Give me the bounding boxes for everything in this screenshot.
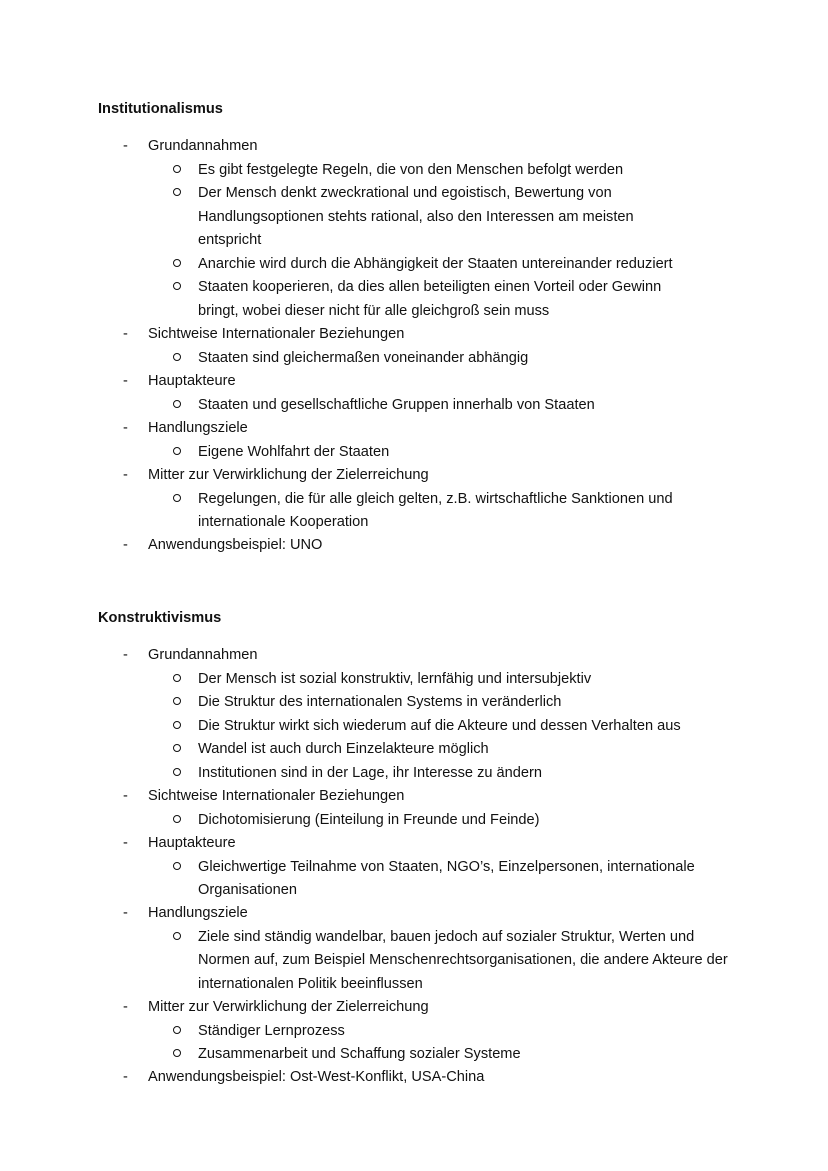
- circle-bullet-icon: [173, 744, 181, 752]
- circle-bullet-icon: [173, 697, 181, 705]
- sub-list-item-text: Anarchie wird durch die Abhängigkeit der Staaten untereinander reduziert: [198, 255, 673, 272]
- circle-bullet-icon: [173, 400, 181, 408]
- dash-bullet: -: [123, 138, 128, 154]
- list-item-label: Grundannahmen: [148, 138, 258, 154]
- sub-list-item-text: Dichotomisierung (Einteilung in Freunde und Feinde): [198, 811, 540, 828]
- circle-bullet-icon: [173, 862, 181, 870]
- list-item: [0, 370, 828, 394]
- dash-bullet: -: [123, 999, 128, 1015]
- circle-bullet-icon: [173, 353, 181, 361]
- circle-bullet-icon: [173, 674, 181, 682]
- dash-bullet: -: [123, 835, 128, 851]
- circle-bullet-icon: [173, 1049, 181, 1057]
- list-item-label: Grundannahmen: [148, 647, 258, 663]
- circle-bullet-icon: [173, 932, 181, 940]
- sub-list-item-text: Staaten sind gleichermaßen voneinander abhängig: [198, 349, 529, 366]
- circle-bullet-icon: [173, 815, 181, 823]
- circle-bullet-icon: [173, 188, 181, 196]
- circle-bullet-icon: [173, 447, 181, 455]
- circle-bullet-icon: [173, 282, 181, 290]
- list-item-label: Sichtweise Internationaler Beziehungen: [148, 788, 405, 804]
- sub-list-item-text: Gleichwertige Teilnahme von Staaten, NGO’s, Einzelpersonen, internationale Organisationen: [198, 858, 695, 898]
- circle-bullet-icon: [173, 768, 181, 776]
- list-item: [0, 644, 828, 668]
- sub-list-item-text: Eigene Wohlfahrt der Staaten: [198, 443, 390, 460]
- dash-bullet: -: [123, 420, 128, 436]
- list-item: [0, 135, 828, 159]
- list-item-label: Handlungsziele: [148, 420, 248, 436]
- list-item: [0, 785, 828, 809]
- sub-list-item-text: Ziele sind ständig wandelbar, bauen jedoch auf sozialer Struktur, Werten und Normen auf, zum Beispiel Menschenrechtsorganisationen, die andere Akteure der internationalen Politik beeinflussen: [198, 928, 728, 992]
- list-item-label: Handlungsziele: [148, 905, 248, 921]
- list-item: [0, 323, 828, 347]
- sub-list-item-text: Zusammenarbeit und Schaffung sozialer Systeme: [198, 1046, 521, 1062]
- dash-bullet: -: [123, 326, 128, 342]
- list-item-label: Mitter zur Verwirklichung der Zielerreichung: [148, 467, 429, 483]
- section-title: Konstruktivismus: [98, 610, 222, 626]
- sub-list-item-text: Wandel ist auch durch Einzelakteure möglich: [198, 741, 489, 757]
- sub-list-item-text: Institutionen sind in der Lage, ihr Interesse zu ändern: [198, 764, 542, 781]
- dash-bullet: -: [123, 537, 128, 553]
- list-item: [0, 1066, 828, 1090]
- list-item-label: Anwendungsbeispiel: UNO: [148, 537, 323, 553]
- sub-list-item-text: Der Mensch ist sozial konstruktiv, lernfähig und intersubjektiv: [198, 670, 592, 687]
- sub-list-item-text: Staaten kooperieren, da dies allen beteiligten einen Vorteil oder Gewinn bringt, wobei dieser nicht für alle gleichgroß sein muss: [198, 279, 662, 319]
- list-item-label: Sichtweise Internationaler Beziehungen: [148, 326, 405, 342]
- sub-list-item-text: Die Struktur des internationalen Systems in veränderlich: [198, 694, 562, 710]
- sub-list-item-text: Ständiger Lernprozess: [198, 1022, 345, 1039]
- sub-list-item-text: Die Struktur wirkt sich wiederum auf die Akteure und dessen Verhalten aus: [198, 717, 681, 734]
- dash-bullet: -: [123, 1069, 128, 1085]
- dash-bullet: -: [123, 647, 128, 663]
- list-item-label: Hauptakteure: [148, 373, 236, 389]
- sub-list-item-text: Regelungen, die für alle gleich gelten, z.B. wirtschaftliche Sanktionen und internationale Kooperation: [198, 490, 673, 530]
- circle-bullet-icon: [173, 165, 181, 173]
- list-item: [0, 417, 828, 441]
- list-item-label: Hauptakteure: [148, 835, 236, 851]
- sub-list-item-text: Der Mensch denkt zweckrational und egoistisch, Bewertung von Handlungsoptionen stehts rational, also den Interessen am meisten entspricht: [198, 185, 634, 248]
- dash-bullet: -: [123, 788, 128, 804]
- circle-bullet-icon: [173, 721, 181, 729]
- list-item: [0, 464, 828, 488]
- circle-bullet-icon: [173, 494, 181, 502]
- list-item: [0, 534, 828, 558]
- dash-bullet: -: [123, 373, 128, 389]
- section-title: Institutionalismus: [98, 101, 223, 117]
- list-item: [0, 832, 828, 856]
- sub-list-item-text: Es gibt festgelegte Regeln, die von den Menschen befolgt werden: [198, 161, 624, 178]
- circle-bullet-icon: [173, 1026, 181, 1034]
- dash-bullet: -: [123, 467, 128, 483]
- list-item-label: Mitter zur Verwirklichung der Zielerreichung: [148, 999, 429, 1015]
- dash-bullet: -: [123, 905, 128, 921]
- list-item: [0, 902, 828, 926]
- list-item-label: Anwendungsbeispiel: Ost-West-Konflikt, USA-China: [148, 1069, 485, 1085]
- circle-bullet-icon: [173, 259, 181, 267]
- sub-list-item-text: Staaten und gesellschaftliche Gruppen innerhalb von Staaten: [198, 396, 595, 413]
- list-item: [0, 996, 828, 1020]
